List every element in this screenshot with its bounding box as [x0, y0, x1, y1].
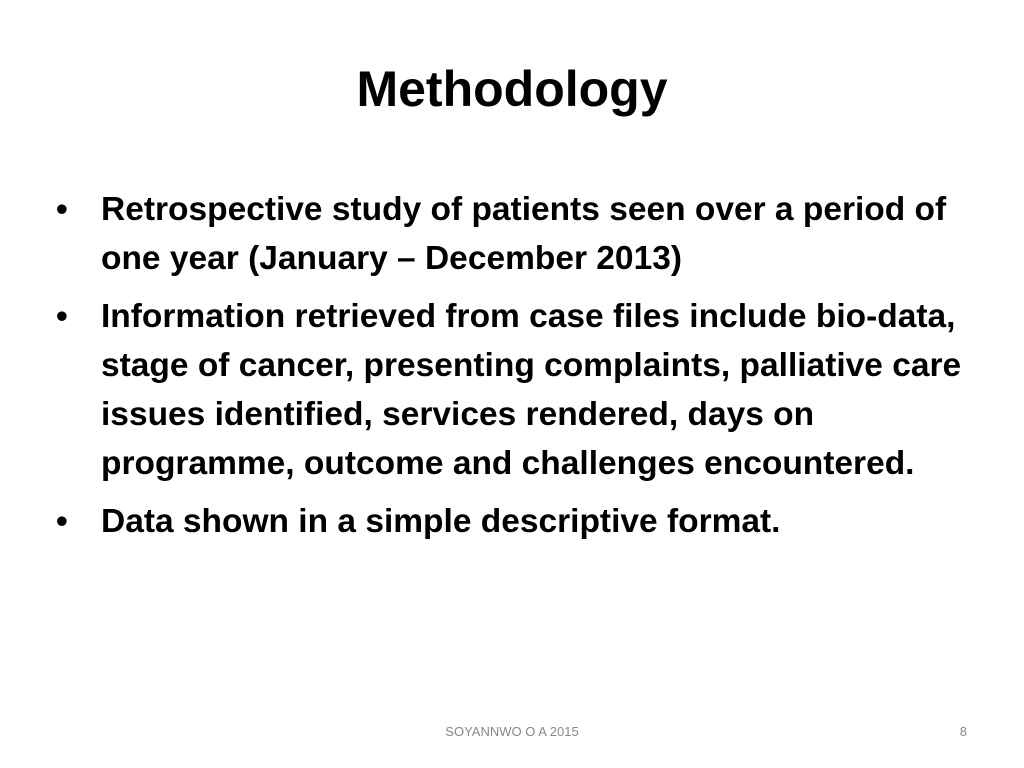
bullet-text: Information retrieved from case files include bio-data, stage of cancer, presenting complaints, palliative care issues identified, services rendered, days on programme, outcome and challenges encountered. [101, 298, 962, 482]
bullet-icon: • [56, 298, 68, 335]
bullet-item [52, 497, 962, 546]
bullet-text: Data shown in a simple descriptive format. [101, 503, 781, 540]
slide-title: Methodology [356, 61, 668, 117]
bullet-text: Retrospective study of patients seen over a period of one year (January – December 2013) [101, 191, 947, 277]
bullet-item [52, 292, 962, 488]
bullet-list [52, 185, 962, 555]
page-number: 8 [959, 724, 967, 739]
bullet-icon: • [56, 191, 68, 228]
footer-author: SOYANNWO O A 2015 [445, 724, 579, 739]
bullet-icon: • [56, 503, 68, 540]
bullet-item [52, 185, 962, 283]
